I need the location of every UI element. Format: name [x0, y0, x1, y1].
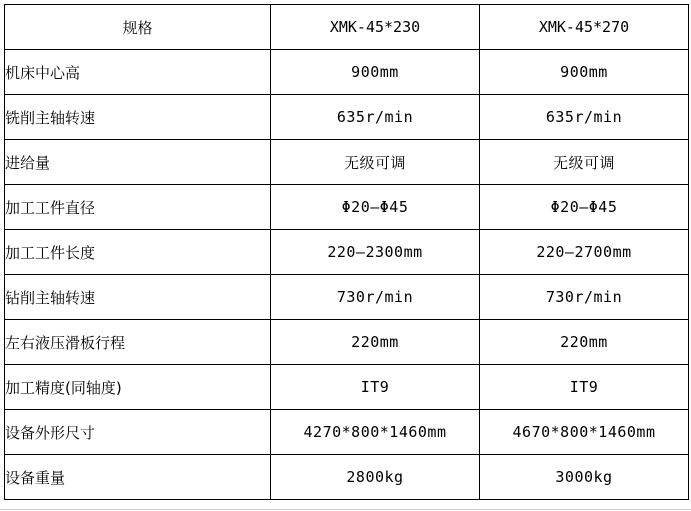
table-row — [5, 95, 689, 140]
column-header-model-270: XMK-45*270 — [480, 5, 689, 50]
value-cell: 无级可调 — [480, 140, 689, 185]
spec-label-cell: 钻削主轴转速 — [5, 275, 271, 320]
spec-label-cell: 加工工件直径 — [5, 185, 271, 230]
value-cell: 4270*800*1460mm — [271, 410, 480, 455]
value-cell: 635r/min — [480, 95, 689, 140]
column-header-spec: 规格 — [5, 5, 271, 50]
value-cell: 220mm — [271, 320, 480, 365]
table-row — [5, 140, 689, 185]
value-cell: 3000kg — [480, 455, 689, 500]
table-row — [5, 365, 689, 410]
spec-label-cell: 机床中心高 — [5, 50, 271, 95]
spec-label-cell: 进给量 — [5, 140, 271, 185]
table-row — [5, 275, 689, 320]
value-cell: 4670*800*1460mm — [480, 410, 689, 455]
value-cell: 220mm — [480, 320, 689, 365]
spec-label-cell: 左右液压滑板行程 — [5, 320, 271, 365]
value-cell: 2800kg — [271, 455, 480, 500]
table-row — [5, 320, 689, 365]
value-cell: IT9 — [271, 365, 480, 410]
spec-label-cell: 设备重量 — [5, 455, 271, 500]
table-row — [5, 185, 689, 230]
value-cell: Φ20—Φ45 — [480, 185, 689, 230]
value-cell: 无级可调 — [271, 140, 480, 185]
value-cell: 220—2300mm — [271, 230, 480, 275]
table-row — [5, 50, 689, 95]
spec-label-cell: 加工精度(同轴度) — [5, 365, 271, 410]
value-cell: 900mm — [271, 50, 480, 95]
value-cell: Φ20—Φ45 — [271, 185, 480, 230]
value-cell: IT9 — [480, 365, 689, 410]
table-header-row — [5, 5, 689, 50]
spec-label-cell: 加工工件长度 — [5, 230, 271, 275]
spec-table — [4, 4, 689, 500]
table-row — [5, 230, 689, 275]
value-cell: 220—2700mm — [480, 230, 689, 275]
page-bottom-divider — [0, 509, 691, 510]
value-cell: 730r/min — [480, 275, 689, 320]
spec-label-cell: 设备外形尺寸 — [5, 410, 271, 455]
spec-label-cell: 铣削主轴转速 — [5, 95, 271, 140]
table-row — [5, 410, 689, 455]
value-cell: 730r/min — [271, 275, 480, 320]
column-header-model-230: XMK-45*230 — [271, 5, 480, 50]
value-cell: 900mm — [480, 50, 689, 95]
table-row — [5, 455, 689, 500]
value-cell: 635r/min — [271, 95, 480, 140]
